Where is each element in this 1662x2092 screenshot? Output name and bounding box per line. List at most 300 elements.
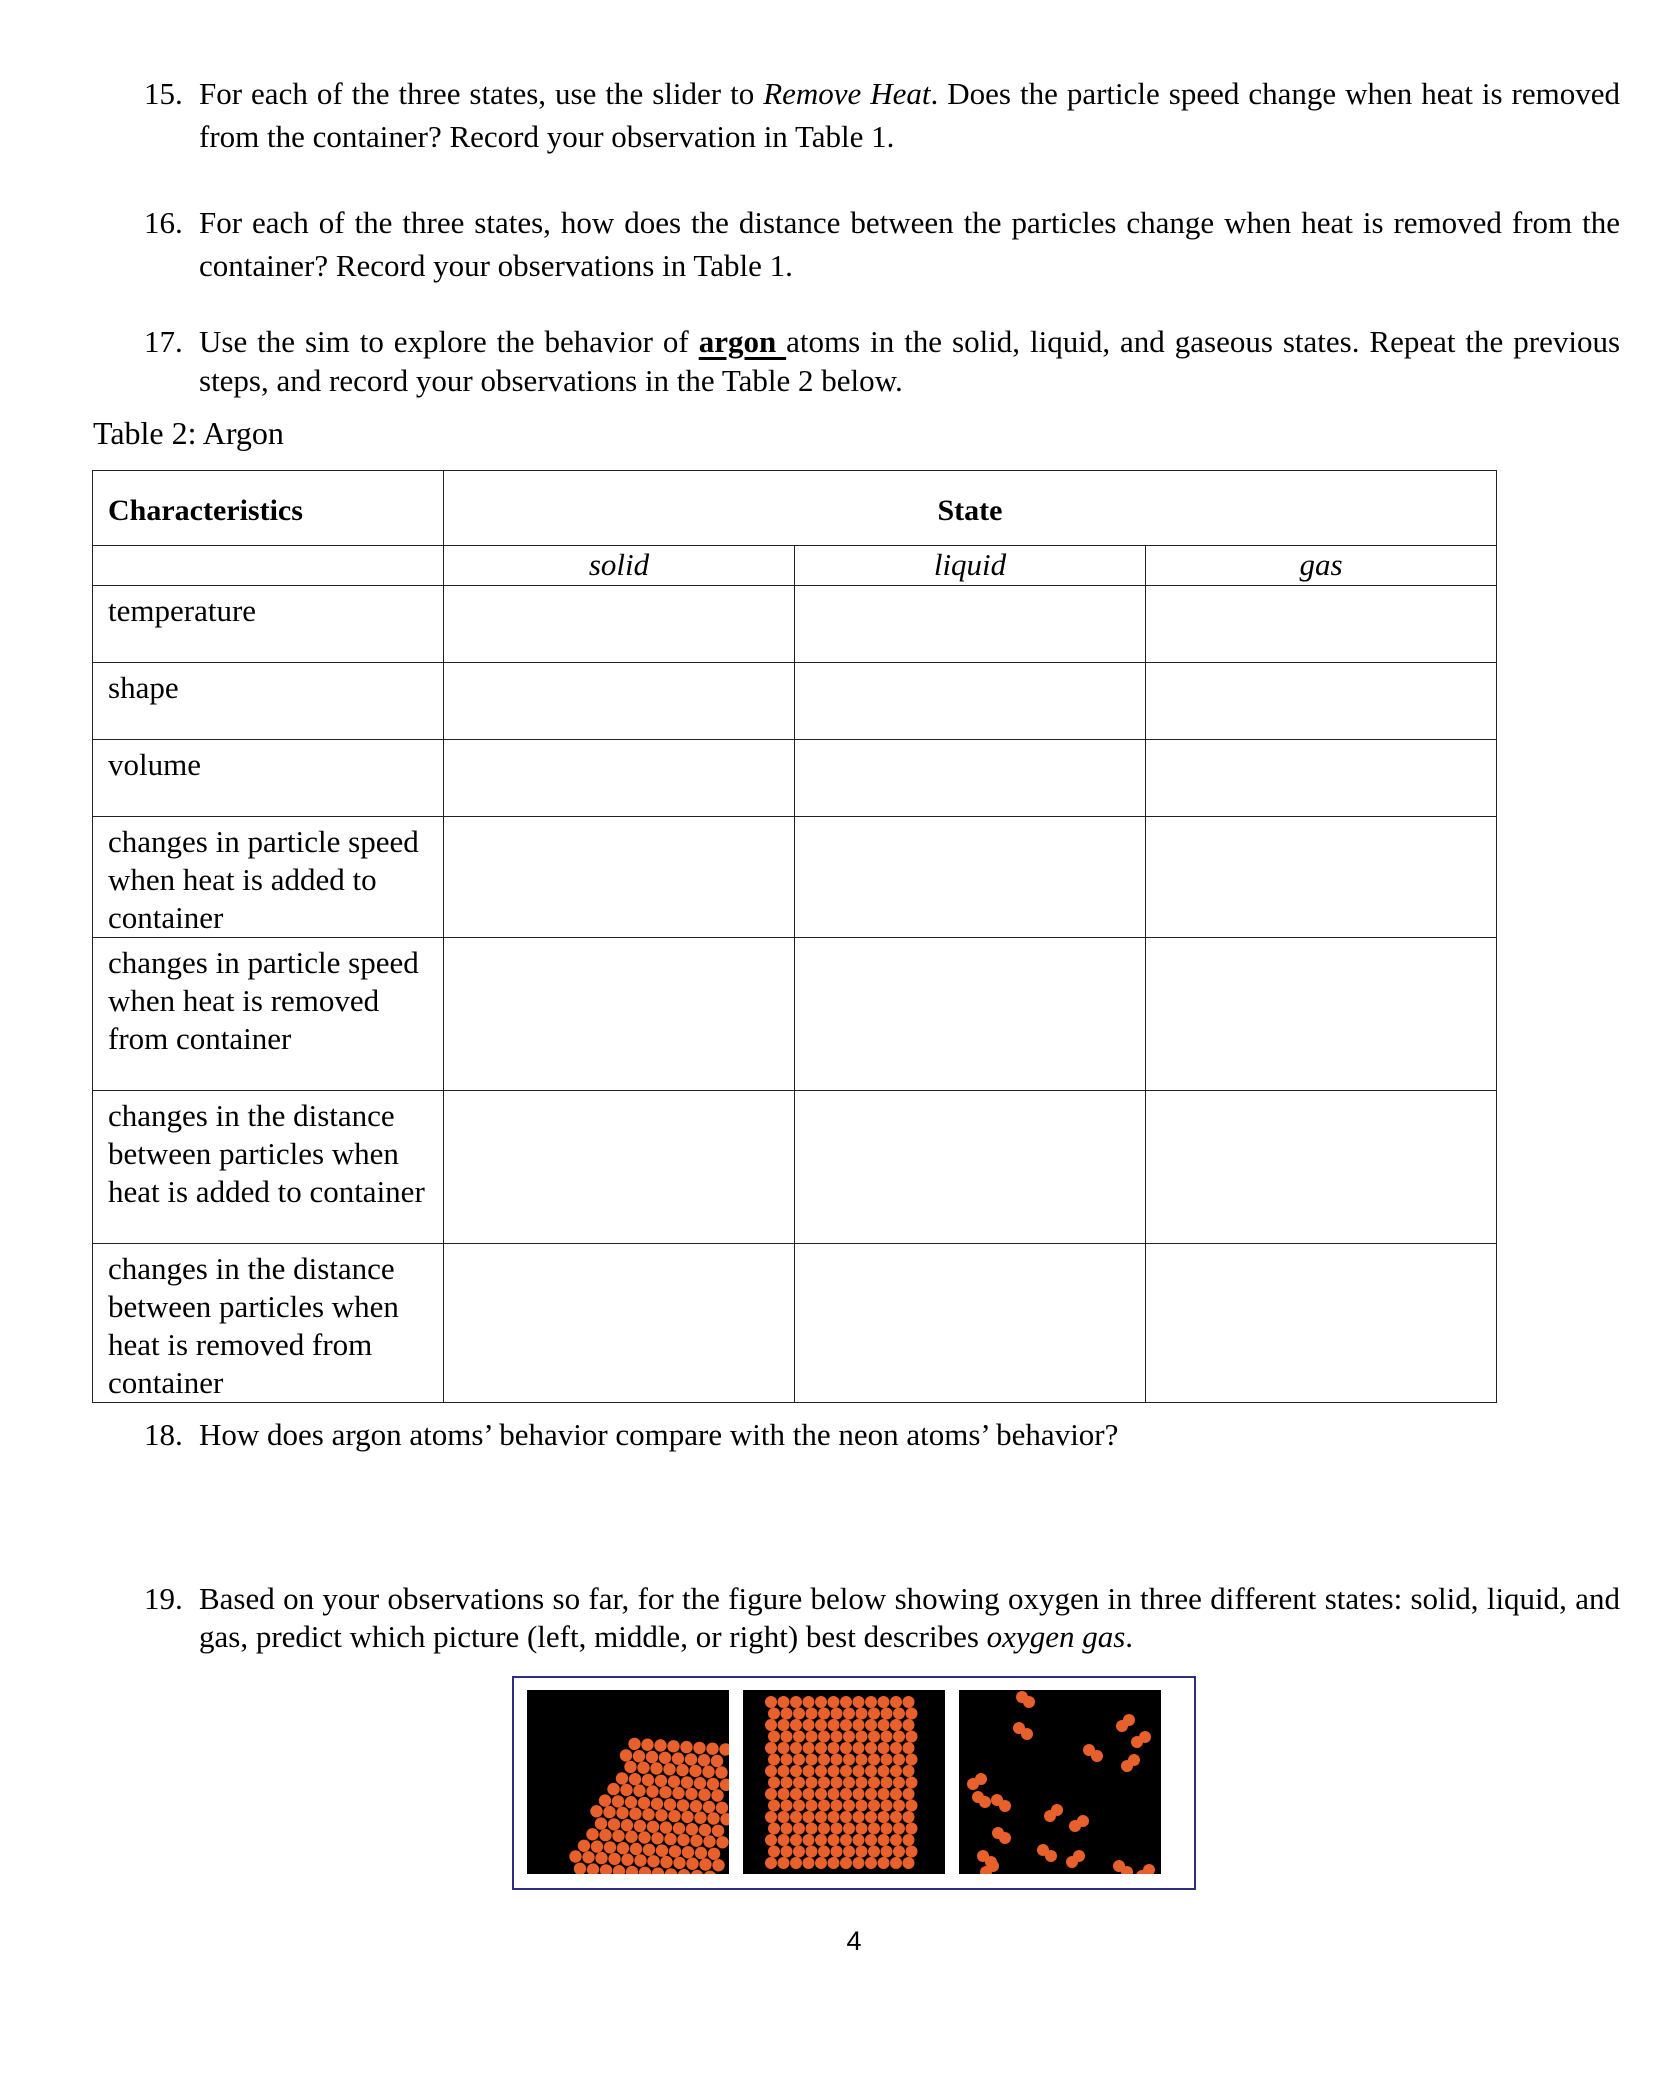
question-16: [144, 201, 1620, 287]
oxygen-atom: [650, 1762, 662, 1774]
particles-liquid: [743, 1690, 945, 1874]
oxygen-atom: [815, 1742, 827, 1754]
oxygen-atom: [693, 1742, 705, 1754]
oxygen-atom: [647, 1821, 659, 1833]
oxygen-atom: [768, 1777, 780, 1789]
oxygen-atom: [790, 1719, 802, 1731]
oxygen-atom: [590, 1805, 602, 1817]
question-number: 15.: [144, 76, 183, 111]
answer-cell[interactable]: [795, 1091, 1146, 1244]
oxygen-atom: [878, 1788, 890, 1800]
oxygen-atom: [613, 1865, 625, 1874]
oxygen-atom: [629, 1773, 641, 1785]
oxygen-atom: [617, 1842, 629, 1854]
oxygen-atom: [878, 1719, 890, 1731]
oxygen-atom: [781, 1731, 793, 1743]
oxygen-atom: [690, 1800, 702, 1812]
oxygen-atom: [815, 1811, 827, 1823]
oxygen-atom: [765, 1696, 777, 1708]
oxygen-atom: [638, 1797, 650, 1809]
state-liquid: liquid: [795, 546, 1146, 586]
panel-right-gas: [959, 1690, 1161, 1874]
oxygen-atom: [903, 1742, 915, 1754]
answer-cell[interactable]: [795, 817, 1146, 938]
oxygen-atom: [586, 1828, 598, 1840]
question-number: 16.: [144, 205, 183, 240]
oxygen-atom: [620, 1784, 632, 1796]
oxygen-atom: [667, 1740, 679, 1752]
oxygen-atom: [778, 1834, 790, 1846]
oxygen-atom: [881, 1731, 893, 1743]
oxygen-atom: [682, 1846, 694, 1858]
oxygen-atom: [853, 1765, 865, 1777]
oxygen-atom: [1016, 1691, 1028, 1703]
oxygen-atom: [890, 1811, 902, 1823]
oxygen-atom: [793, 1708, 805, 1720]
oxygen-atom: [781, 1777, 793, 1789]
oxygen-atom: [672, 1787, 684, 1799]
oxygen-atom: [625, 1796, 637, 1808]
oxygen-atom: [853, 1834, 865, 1846]
answer-cell[interactable]: [1146, 1244, 1497, 1403]
oxygen-atom: [695, 1847, 707, 1859]
question-number: 17.: [144, 324, 183, 359]
oxygen-atom: [599, 1794, 611, 1806]
oxygen-atom: [840, 1765, 852, 1777]
answer-cell[interactable]: [795, 938, 1146, 1091]
oxygen-atom: [712, 1859, 724, 1871]
oxygen-atom: [778, 1719, 790, 1731]
oxygen-atom: [853, 1742, 865, 1754]
answer-cell[interactable]: [1146, 740, 1497, 817]
oxygen-atom: [903, 1788, 915, 1800]
oxygen-atom: [707, 1812, 719, 1824]
oxygen-atom: [818, 1846, 830, 1858]
oxygen-atom: [765, 1834, 777, 1846]
oxygen-atom: [781, 1800, 793, 1812]
oxygen-atom: [720, 1813, 729, 1825]
oxygen-atom: [665, 1868, 677, 1874]
oxygen-atom: [881, 1777, 893, 1789]
oxygen-atom: [906, 1777, 918, 1789]
oxygen-atom: [999, 1800, 1011, 1812]
oxygen-atom: [865, 1742, 877, 1754]
oxygen-atom: [868, 1754, 880, 1766]
oxygen-atom: [893, 1823, 905, 1835]
oxygen-atom: [660, 1821, 672, 1833]
oxygen-atom: [815, 1788, 827, 1800]
oxygen-atom: [642, 1774, 654, 1786]
answer-cell[interactable]: [795, 586, 1146, 663]
oxygen-atom: [903, 1696, 915, 1708]
oxygen-atom: [629, 1808, 641, 1820]
oxygen-atom: [719, 1743, 729, 1755]
oxygen-atom: [906, 1754, 918, 1766]
oxygen-atom: [620, 1749, 632, 1761]
oxygen-atom: [676, 1764, 688, 1776]
oxygen-atom: [660, 1856, 672, 1868]
oxygen-atom: [853, 1788, 865, 1800]
question-text: Use the sim to explore the behavior of argon atoms in the solid, liquid, and gaseous states. Repeat the previous steps, and record your observations in the Table 2 below.: [199, 324, 1621, 398]
oxygen-atom: [1066, 1856, 1078, 1868]
oxygen-atom: [803, 1788, 815, 1800]
question-number: 19.: [144, 1581, 183, 1616]
blank-cell: [93, 546, 444, 586]
page-number: 4: [846, 1926, 862, 1956]
oxygen-atom: [815, 1765, 827, 1777]
oxygen-atom: [828, 1742, 840, 1754]
oxygen-atom: [865, 1765, 877, 1777]
oxygen-atom: [765, 1719, 777, 1731]
oxygen-atom: [706, 1743, 718, 1755]
oxygen-atom: [790, 1765, 802, 1777]
oxygen-atom: [707, 1778, 719, 1790]
oxygen-atom: [881, 1708, 893, 1720]
oxygen-atom: [685, 1788, 697, 1800]
oxygen-atom: [673, 1822, 685, 1834]
oxygen-atom: [712, 1825, 724, 1837]
oxygen-atom: [803, 1834, 815, 1846]
oxygen-atom: [716, 1802, 728, 1814]
oxygen-atom: [616, 1772, 628, 1784]
oxygen-atom: [856, 1777, 868, 1789]
oxygen-atom: [890, 1742, 902, 1754]
oxygen-atom: [659, 1786, 671, 1798]
oxygen-atom: [768, 1823, 780, 1835]
oxygen-atom: [903, 1834, 915, 1846]
state-gas: gas: [1146, 546, 1497, 586]
oxygen-atom: [595, 1852, 607, 1864]
oxygen-atom: [906, 1731, 918, 1743]
oxygen-atom: [868, 1731, 880, 1743]
oxygen-atom: [806, 1823, 818, 1835]
oxygen-atom: [643, 1844, 655, 1856]
oxygen-atom: [856, 1708, 868, 1720]
header-characteristics: Characteristics: [93, 471, 444, 546]
panel-middle-liquid: [743, 1690, 945, 1874]
oxygen-atom: [678, 1869, 690, 1874]
oxygen-atom: [765, 1742, 777, 1754]
oxygen-atom: [587, 1863, 599, 1874]
oxygen-atom: [702, 1766, 714, 1778]
oxygen-atom: [647, 1855, 659, 1867]
answer-cell[interactable]: [1146, 663, 1497, 740]
oxygen-atom: [806, 1846, 818, 1858]
oxygen-atom: [686, 1858, 698, 1870]
oxygen-atom: [778, 1811, 790, 1823]
oxygen-atom: [906, 1823, 918, 1835]
oxygen-atom: [806, 1754, 818, 1766]
oxygen-atom: [865, 1811, 877, 1823]
oxygen-atom: [840, 1719, 852, 1731]
oxygen-atom: [831, 1777, 843, 1789]
oxygen-atom: [893, 1708, 905, 1720]
oxygen-atom: [690, 1835, 702, 1847]
oxygen-atom: [765, 1765, 777, 1777]
oxygen-atom: [599, 1829, 611, 1841]
oxygen-atom: [603, 1806, 615, 1818]
answer-cell[interactable]: [444, 817, 795, 938]
oxygen-atom: [906, 1846, 918, 1858]
oxygen-atom: [616, 1807, 628, 1819]
oxygen-atom: [831, 1754, 843, 1766]
particles-solid: [527, 1690, 729, 1874]
oxygen-atom: [818, 1754, 830, 1766]
oxygen-atom: [806, 1731, 818, 1743]
row-label: changes in the distance between particles when heat is removed from container: [93, 1244, 444, 1403]
oxygen-atom: [641, 1739, 653, 1751]
oxygen-atom: [890, 1857, 902, 1869]
answer-cell[interactable]: [444, 938, 795, 1091]
oxygen-atom: [856, 1823, 868, 1835]
answer-cell[interactable]: [444, 586, 795, 663]
oxygen-atom: [608, 1853, 620, 1865]
oxygen-atom: [646, 1785, 658, 1797]
oxygen-atom: [628, 1738, 640, 1750]
question-number: 18.: [144, 1417, 183, 1452]
row-label: changes in particle speed when heat is removed from container: [93, 938, 444, 1091]
oxygen-atom: [642, 1808, 654, 1820]
oxygen-atom: [651, 1832, 663, 1844]
oxygen-atom: [818, 1800, 830, 1812]
oxygen-atom: [878, 1857, 890, 1869]
oxygen-atom: [625, 1831, 637, 1843]
oxygen-atom: [831, 1823, 843, 1835]
oxygen-atom: [843, 1777, 855, 1789]
oxygen-atom: [865, 1788, 877, 1800]
oxygen-atom: [878, 1811, 890, 1823]
oxygen-atom: [663, 1763, 675, 1775]
oxygen-atom: [840, 1857, 852, 1869]
oxygen-atom: [669, 1845, 681, 1857]
oxygen-atom: [793, 1823, 805, 1835]
oxygen-atom: [703, 1835, 715, 1847]
oxygen-atom: [890, 1834, 902, 1846]
oxygen-atom: [638, 1831, 650, 1843]
oxygen-atom: [630, 1843, 642, 1855]
oxygen-atom: [633, 1750, 645, 1762]
oxygen-atom: [680, 1741, 692, 1753]
oxygen-atom: [840, 1788, 852, 1800]
oxygen-atom: [890, 1765, 902, 1777]
oxygen-atom: [654, 1739, 666, 1751]
oxygen-atom: [843, 1823, 855, 1835]
question-text: Based on your observations so far, for the figure below showing oxygen in three different states: solid, liquid, and gas, predict which picture (left, middle, or right) best describes oxygen gas.: [199, 1581, 1620, 1654]
oxygen-atom: [865, 1857, 877, 1869]
answer-cell[interactable]: [1146, 938, 1497, 1091]
oxygen-atom: [612, 1795, 624, 1807]
oxygen-atom: [856, 1800, 868, 1812]
oxygen-atom: [881, 1846, 893, 1858]
oxygen-atom: [765, 1788, 777, 1800]
oxygen-atom: [868, 1846, 880, 1858]
oxygen-atom: [633, 1785, 645, 1797]
oxygen-atom: [668, 1810, 680, 1822]
oxygen-atom: [806, 1777, 818, 1789]
oxygen-atom: [843, 1754, 855, 1766]
oxygen-states-figure: [512, 1676, 1196, 1890]
oxygen-atom: [612, 1830, 624, 1842]
oxygen-atom: [793, 1800, 805, 1812]
oxygen-atom: [694, 1777, 706, 1789]
oxygen-atom: [681, 1811, 693, 1823]
state-solid: solid: [444, 546, 795, 586]
oxygen-atom: [765, 1811, 777, 1823]
question-text: For each of the three states, use the slider to Remove Heat. Does the particle speed change when heat is removed from the container? Record your observation in Table 1.: [199, 76, 1620, 154]
oxygen-atom: [803, 1857, 815, 1869]
oxygen-atom: [686, 1823, 698, 1835]
oxygen-atom: [569, 1850, 581, 1862]
oxygen-atom: [818, 1731, 830, 1743]
oxygen-atom: [831, 1846, 843, 1858]
oxygen-atom: [691, 1870, 703, 1874]
oxygen-atom: [881, 1800, 893, 1812]
oxygen-atom: [890, 1696, 902, 1708]
oxygen-atom: [703, 1801, 715, 1813]
oxygen-atom: [781, 1846, 793, 1858]
oxygen-atom: [881, 1823, 893, 1835]
oxygen-atom: [1121, 1760, 1133, 1772]
oxygen-atom: [716, 1836, 728, 1848]
oxygen-atom: [878, 1834, 890, 1846]
particles-gas: [959, 1690, 1161, 1874]
oxygen-atom: [608, 1818, 620, 1830]
question-text: For each of the three states, how does the distance between the particles change when heat is removed from the container? Record your observations in Table 1.: [199, 205, 1620, 283]
oxygen-atom: [831, 1731, 843, 1743]
oxygen-atom: [815, 1834, 827, 1846]
oxygen-atom: [582, 1851, 594, 1863]
oxygen-atom: [840, 1742, 852, 1754]
oxygen-atom: [652, 1867, 664, 1874]
oxygen-atom: [853, 1857, 865, 1869]
oxygen-atom: [828, 1811, 840, 1823]
oxygen-atom: [1044, 1810, 1056, 1822]
oxygen-atom: [578, 1840, 590, 1852]
question-15: [144, 72, 1620, 158]
oxygen-atom: [634, 1854, 646, 1866]
oxygen-atom: [828, 1788, 840, 1800]
row-label: changes in particle speed when heat is added to container: [93, 817, 444, 938]
oxygen-atom: [664, 1833, 676, 1845]
oxygen-atom: [840, 1696, 852, 1708]
oxygen-atom: [793, 1731, 805, 1743]
oxygen-atom: [793, 1846, 805, 1858]
oxygen-atom: [903, 1811, 915, 1823]
oxygen-atom: [681, 1776, 693, 1788]
oxygen-atom: [806, 1800, 818, 1812]
oxygen-atom: [1139, 1731, 1151, 1743]
table-caption: Table 2: Argon: [93, 415, 284, 451]
oxygen-atom: [600, 1864, 612, 1874]
oxygen-atom: [881, 1754, 893, 1766]
oxygen-atom: [840, 1834, 852, 1846]
oxygen-atom: [972, 1791, 984, 1803]
oxygen-atom: [843, 1846, 855, 1858]
oxygen-atom: [865, 1834, 877, 1846]
oxygen-atom: [803, 1765, 815, 1777]
answer-cell[interactable]: [795, 663, 1146, 740]
oxygen-atom: [768, 1731, 780, 1743]
oxygen-atom: [698, 1754, 710, 1766]
oxygen-atom: [818, 1777, 830, 1789]
oxygen-atom: [668, 1775, 680, 1787]
oxygen-atom: [853, 1811, 865, 1823]
panel-left-solid: [527, 1690, 729, 1874]
oxygen-atom: [1077, 1815, 1089, 1827]
question-17: [144, 322, 1620, 400]
oxygen-atom: [1091, 1750, 1103, 1762]
answer-cell[interactable]: [444, 740, 795, 817]
oxygen-atom: [831, 1800, 843, 1812]
oxygen-atom: [664, 1798, 676, 1810]
answer-cell[interactable]: [1146, 1091, 1497, 1244]
oxygen-atom: [673, 1857, 685, 1869]
oxygen-atom: [806, 1708, 818, 1720]
oxygen-atom: [778, 1857, 790, 1869]
oxygen-atom: [790, 1811, 802, 1823]
oxygen-atom: [711, 1755, 723, 1767]
oxygen-atom: [803, 1719, 815, 1731]
oxygen-atom: [790, 1788, 802, 1800]
oxygen-atom: [865, 1696, 877, 1708]
oxygen-atom: [793, 1777, 805, 1789]
oxygen-atom: [893, 1800, 905, 1812]
oxygen-atom: [890, 1788, 902, 1800]
answer-cell[interactable]: [795, 740, 1146, 817]
oxygen-atom: [781, 1754, 793, 1766]
question-19: [144, 1580, 1620, 1656]
oxygen-atom: [720, 1779, 729, 1791]
answer-cell[interactable]: [444, 1091, 795, 1244]
oxygen-atom: [893, 1754, 905, 1766]
oxygen-atom: [778, 1742, 790, 1754]
oxygen-atom: [828, 1857, 840, 1869]
oxygen-atom: [715, 1766, 727, 1778]
oxygen-atom: [893, 1731, 905, 1743]
oxygen-atom: [878, 1742, 890, 1754]
oxygen-atom: [1116, 1720, 1128, 1732]
oxygen-atom: [677, 1799, 689, 1811]
oxygen-atom: [689, 1765, 701, 1777]
oxygen-atom: [634, 1820, 646, 1832]
answer-cell[interactable]: [444, 663, 795, 740]
oxygen-atom: [778, 1765, 790, 1777]
oxygen-atom: [828, 1834, 840, 1846]
oxygen-atom: [843, 1708, 855, 1720]
answer-cell[interactable]: [1146, 817, 1497, 938]
oxygen-atom: [1021, 1728, 1033, 1740]
oxygen-atom: [856, 1754, 868, 1766]
oxygen-atom: [574, 1863, 586, 1874]
answer-cell[interactable]: [795, 1244, 1146, 1403]
oxygen-atom: [831, 1708, 843, 1720]
oxygen-atom: [699, 1858, 711, 1870]
oxygen-atom: [790, 1857, 802, 1869]
oxygen-atom: [803, 1696, 815, 1708]
answer-cell[interactable]: [1146, 586, 1497, 663]
oxygen-atom: [781, 1823, 793, 1835]
oxygen-atom: [878, 1765, 890, 1777]
oxygen-atom: [607, 1783, 619, 1795]
oxygen-atom: [621, 1854, 633, 1866]
oxygen-atom: [793, 1754, 805, 1766]
question-18: [144, 1413, 1620, 1456]
answer-cell[interactable]: [444, 1244, 795, 1403]
oxygen-atom: [868, 1777, 880, 1789]
oxygen-atom: [768, 1800, 780, 1812]
oxygen-atom: [626, 1866, 638, 1874]
oxygen-atom: [595, 1817, 607, 1829]
